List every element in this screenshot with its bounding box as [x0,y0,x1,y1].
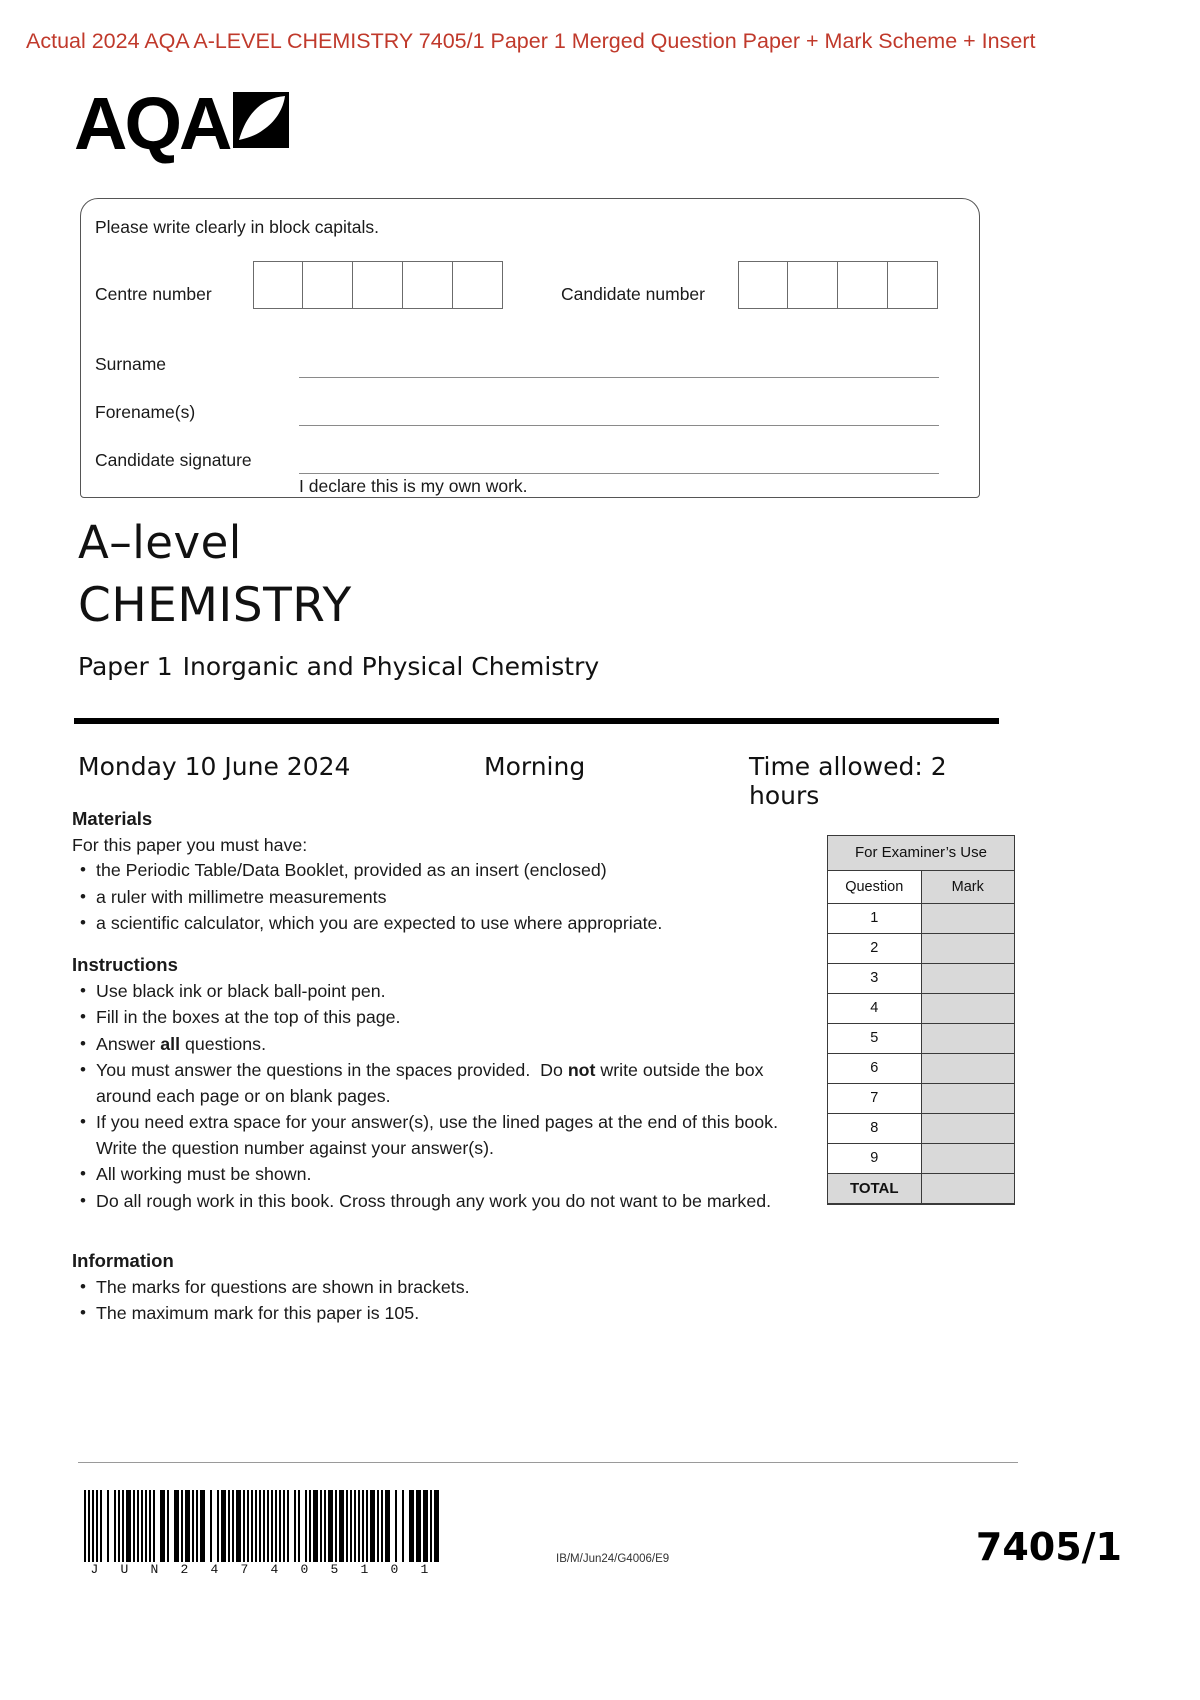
barcode-bar [185,1490,190,1562]
barcode-bar [309,1490,311,1562]
question-number: 3 [828,963,921,993]
instructions-heading: Instructions [72,954,178,975]
barcode-bar [153,1490,155,1562]
barcode-bar [92,1490,94,1562]
forename-label: Forename(s) [95,402,196,422]
barcode-bar [228,1490,230,1562]
candidate-details-box [80,198,980,498]
list-item: • All working must be shown. [72,1162,817,1188]
barcode-bar [141,1490,143,1562]
barcode-bar [251,1490,253,1562]
list-item: • Fill in the boxes at the top of this page. [72,1005,817,1031]
question-number: 9 [828,1143,921,1173]
information-section [72,1248,812,1328]
block-capitals-note: Please write clearly in block capitals. [95,217,380,237]
list-item: • the Periodic Table/Data Booklet, provided as an insert (enclosed) [72,858,812,884]
barcode-bar [174,1490,179,1562]
examiner-table-header: For Examiner’s Use [828,836,1014,871]
barcode-bar [434,1490,439,1562]
mark-cell[interactable] [921,993,1014,1023]
signature-field[interactable] [299,473,939,474]
forename-field[interactable] [299,425,939,426]
table-row [828,993,1014,1023]
centre-number-cell[interactable] [253,261,303,309]
barcode-bar [370,1490,375,1562]
centre-number-label: Centre number [95,284,212,304]
barcode-bar [339,1490,344,1562]
question-number: 7 [828,1083,921,1113]
total-label: TOTAL [828,1173,921,1203]
barcode-bar [416,1490,421,1562]
declaration-text: I declare this is my own work. [299,476,528,496]
barcode-bar [243,1490,245,1562]
barcode-bar [354,1490,356,1562]
instruction-text-4: You must answer the questions in the spaces provided. Do not write outside the box around each page or on blank pages. [96,1060,764,1106]
examiner-use-table [827,835,1015,1205]
table-row [828,1173,1014,1203]
barcode-bar [210,1490,212,1562]
barcode-bar [377,1490,379,1562]
total-mark-cell[interactable] [921,1173,1014,1203]
barcode-bar [305,1490,307,1562]
barcode-bar [358,1490,360,1562]
barcode-bar [137,1490,139,1562]
table-row [828,933,1014,963]
barcode-bar [126,1490,131,1562]
barcode-bar [196,1490,198,1562]
question-number: 2 [828,933,921,963]
candidate-number-cell[interactable] [838,261,888,309]
instructions-section [72,952,817,1215]
table-row [828,1053,1014,1083]
barcode-bar [279,1490,281,1562]
barcode-bar [294,1490,296,1562]
barcode-bar [232,1490,234,1562]
barcode-bar [346,1490,348,1562]
barcode-bar [298,1490,300,1562]
mark-cell[interactable] [921,903,1014,933]
table-row [828,1023,1014,1053]
barcode-bar [200,1490,205,1562]
materials-section [72,806,812,938]
centre-number-cell[interactable] [353,261,403,309]
marks-table [828,871,1014,1204]
aqa-logo [74,82,289,165]
question-number: 1 [828,903,921,933]
barcode-bar [160,1490,165,1562]
list-item: • a ruler with millimetre measurements [72,885,812,911]
barcode-bar [362,1490,364,1562]
centre-number-cell[interactable] [453,261,503,309]
header-divider [74,718,999,724]
listing-banner: Actual 2024 AQA A-LEVEL CHEMISTRY 7405/1 Paper 1 Merged Question Paper + Mark Scheme + Insert [26,29,1036,53]
mark-cell[interactable] [921,1023,1014,1053]
barcode-bar [409,1490,414,1562]
barcode-bar [88,1490,90,1562]
surname-field[interactable] [299,377,939,378]
barcode-bar [283,1490,285,1562]
surname-label: Surname [95,354,167,374]
barcode-bar [381,1490,383,1562]
column-header-question: Question [828,871,921,903]
document-code: IB/M/Jun24/G4006/E9 [556,1553,670,1565]
materials-list [72,858,812,937]
paper-title: Inorganic and Physical Chemistry [182,652,600,681]
table-row [828,871,1014,903]
candidate-number-cell[interactable] [788,261,838,309]
exam-session: Morning [484,752,586,781]
mark-cell[interactable] [921,1143,1014,1173]
list-item: • The marks for questions are shown in brackets. [72,1275,812,1301]
question-number: 6 [828,1053,921,1083]
barcode-bar [385,1490,390,1562]
barcode-bar [320,1490,322,1562]
subject-title: CHEMISTRY [78,578,352,633]
mark-cell[interactable] [921,933,1014,963]
mark-cell[interactable] [921,1083,1014,1113]
paper-number: Paper 1 [78,652,173,681]
barcode-bar [271,1490,273,1562]
barcode-bar [328,1490,333,1562]
barcode-bar [430,1490,432,1562]
list-item [72,1032,817,1058]
barcode-bar [133,1490,135,1562]
question-number: 8 [828,1113,921,1143]
materials-lead: For this paper you must have: [72,834,308,855]
barcode-bar [107,1490,109,1562]
centre-number-cell[interactable] [303,261,353,309]
information-list [72,1275,812,1327]
candidate-number-input[interactable] [738,261,938,309]
instructions-list [72,979,817,1215]
centre-number-input[interactable] [253,261,503,309]
barcode-bar [423,1490,428,1562]
aqa-wordmark: AQA [74,82,230,165]
barcode-digits: J U N 2 4 7 4 0 5 1 0 1 [90,1562,436,1577]
barcode-bar [395,1490,397,1562]
barcode-bar [100,1490,102,1562]
barcode-bar [192,1490,194,1562]
table-row [828,1143,1014,1173]
exam-time-allowed: Time allowed: 2 hours [749,752,947,810]
centre-number-cell[interactable] [403,261,453,309]
barcode-bar [247,1490,249,1562]
barcode-bar [181,1490,183,1562]
signature-label: Candidate signature [95,450,252,470]
barcode-bar [275,1490,277,1562]
barcode-bar [313,1490,318,1562]
footer-divider [78,1462,1018,1463]
barcode-bar [118,1490,120,1562]
candidate-number-cell[interactable] [888,261,938,309]
list-item: • If you need extra space for your answer(s), use the lined pages at the end of this book. Write the question number against your answer(s). [72,1110,817,1161]
barcode-bar [167,1490,169,1562]
table-row [828,1113,1014,1143]
barcode-bar [335,1490,337,1562]
barcode-bar [350,1490,352,1562]
aqa-leaf-icon [233,92,289,148]
barcode-bar [259,1490,261,1562]
barcode-bar [217,1490,219,1562]
list-item: • The maximum mark for this paper is 105. [72,1301,812,1327]
barcode-bar [145,1490,147,1562]
barcode-bar [267,1490,269,1562]
barcode-bar [149,1490,151,1562]
list-item: • Do all rough work in this book. Cross through any work you do not want to be marked. [72,1189,817,1215]
barcode-bar [263,1490,265,1562]
list-item [72,1058,817,1109]
mark-cell[interactable] [921,1053,1014,1083]
question-number: 5 [828,1023,921,1053]
table-row [828,1083,1014,1113]
barcode-bar [287,1490,289,1562]
instruction-text-3: Answer all questions. [96,1033,267,1054]
exam-date: Monday 10 June 2024 [78,752,351,781]
mark-cell[interactable] [921,1113,1014,1143]
paper-code: 7405/1 [975,1525,1122,1569]
candidate-number-label: Candidate number [561,284,705,304]
barcode-bar [96,1490,98,1562]
barcode [84,1490,442,1562]
barcode-bar [255,1490,257,1562]
barcode-bar [122,1490,124,1562]
table-row [828,903,1014,933]
information-heading: Information [72,1250,174,1271]
question-number: 4 [828,993,921,1023]
barcode-bar [236,1490,241,1562]
materials-heading: Materials [72,808,153,829]
table-row [828,963,1014,993]
barcode-bar [221,1490,226,1562]
barcode-bar [84,1490,86,1562]
barcode-bar [114,1490,116,1562]
barcode-bar [366,1490,368,1562]
qualification-level: A–level [78,516,242,569]
barcode-bar [402,1490,404,1562]
column-header-mark: Mark [921,871,1014,903]
barcode-bar [324,1490,326,1562]
paper-subtitle [78,652,599,681]
candidate-number-cell[interactable] [738,261,788,309]
mark-cell[interactable] [921,963,1014,993]
list-item: • Use black ink or black ball-point pen. [72,979,817,1005]
list-item: • a scientific calculator, which you are expected to use where appropriate. [72,911,812,937]
